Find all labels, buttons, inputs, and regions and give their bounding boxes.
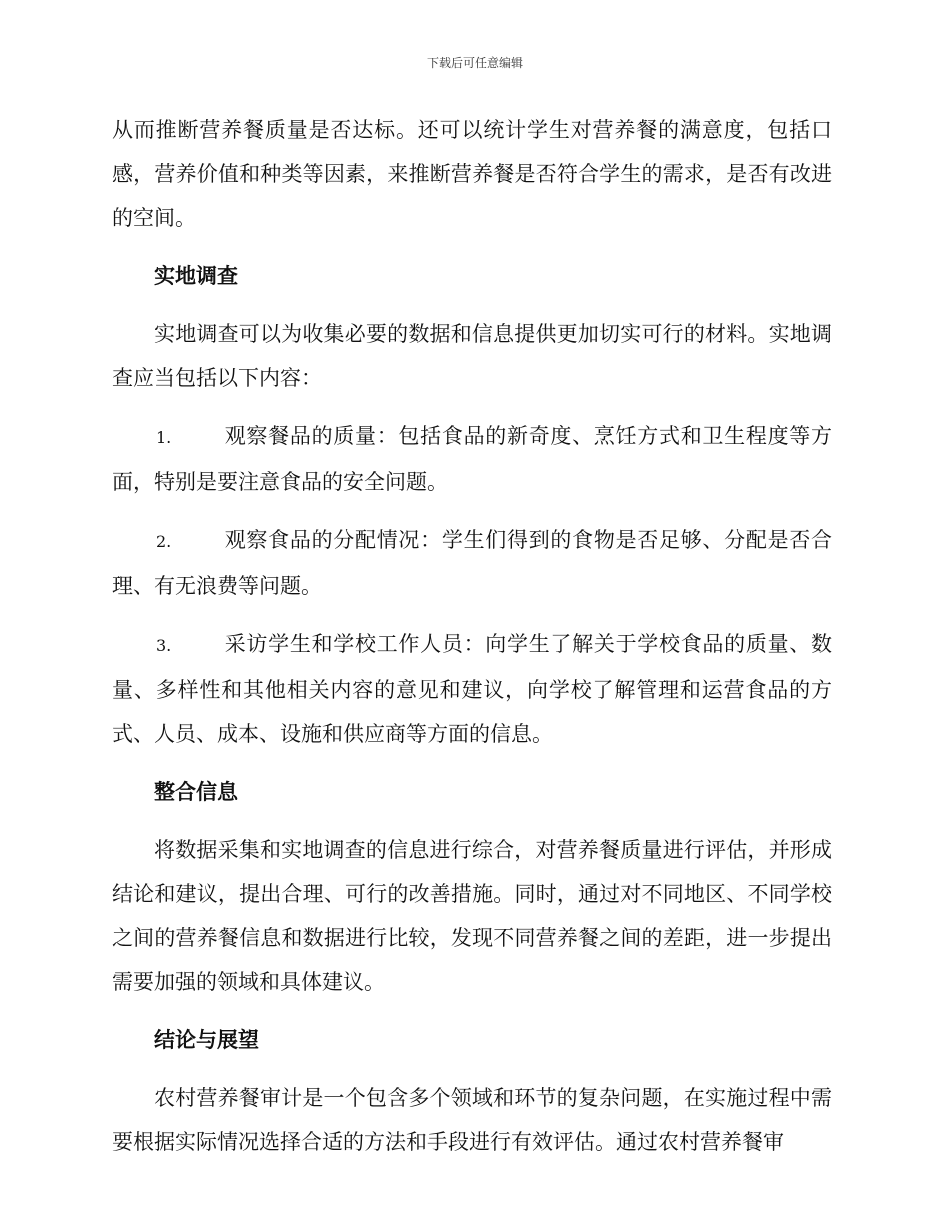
list-item	[112, 518, 832, 608]
paragraph-data-analysis: 从而推断营养餐质量是否达标。还可以统计学生对营养餐的满意度，包括口感，营养价值和种类等因素，来推断营养餐是否符合学生的需求，是否有改进的空间。	[112, 118, 832, 230]
page-header: 下载后可任意编辑	[426, 56, 523, 70]
heading-field-survey: 实地调查	[154, 264, 238, 288]
heading-conclusion: 结论与展望	[154, 1028, 259, 1052]
paragraph-integrate-info: 将数据采集和实地调查的信息进行综合，对营养餐质量进行评估，并形成结论和建议，提出合理、可行的改善措施。同时，通过对不同地区、不同学校之间的营养餐信息和数据进行比较，发现不同营养餐之间的差距，进一步提出需要加强的领域和具体建议。	[112, 838, 832, 994]
list-item-number: 3.	[156, 636, 172, 655]
document-body	[112, 108, 832, 1178]
list-item	[112, 414, 832, 504]
list-item-number: 2.	[156, 532, 172, 551]
list-item-text: 观察食品的分配情况：学生们得到的食物是否足够、分配是否合理、有无浪费等问题。	[112, 528, 832, 598]
list-item-text: 观察餐品的质量：包括食品的新奇度、烹饪方式和卫生程度等方面，特别是要注意食品的安全问题。	[112, 424, 832, 494]
list-item	[112, 622, 832, 756]
heading-integrate-info: 整合信息	[154, 780, 238, 804]
list-item-text: 采访学生和学校工作人员：向学生了解关于学校食品的质量、数量、多样性和其他相关内容的意见和建议，向学校了解管理和运营食品的方式、人员、成本、设施和供应商等方面的信息。	[112, 632, 832, 746]
paragraph-conclusion: 农村营养餐审计是一个包含多个领域和环节的复杂问题，在实施过程中需要根据实际情况选择合适的方法和手段进行有效评估。通过农村营养餐审	[112, 1086, 832, 1154]
list-item-number: 1.	[156, 428, 172, 447]
paragraph-field-survey: 实地调查可以为收集必要的数据和信息提供更加切实可行的材料。实地调查应当包括以下内容：	[112, 322, 832, 390]
